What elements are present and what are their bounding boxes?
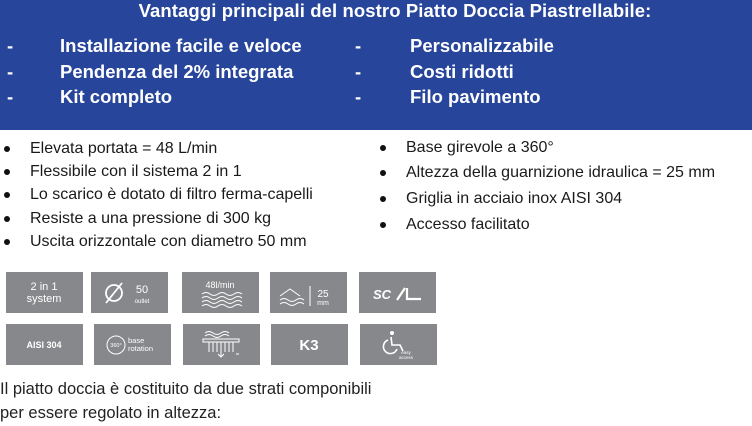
badge-label: 2 in 1 bbox=[30, 281, 58, 293]
bullet-icon bbox=[380, 145, 386, 151]
diameter-icon bbox=[106, 283, 122, 303]
badge-label: 25 bbox=[317, 289, 329, 300]
banner-item-label: Costi ridotti bbox=[410, 61, 514, 82]
badge-label: SC bbox=[373, 287, 392, 302]
banner-item: - Pendenza del 2% integrata bbox=[7, 61, 294, 82]
banner-item-label: Filo pavimento bbox=[410, 86, 541, 107]
bullet-icon bbox=[380, 196, 386, 202]
badge-label: outlet bbox=[134, 299, 150, 305]
badge-label: easy bbox=[401, 350, 411, 355]
banner-item-label: Pendenza del 2% integrata bbox=[60, 61, 294, 82]
brand-mark-icon bbox=[397, 288, 421, 300]
advantages-banner bbox=[0, 0, 752, 130]
badge-label: rotation bbox=[128, 344, 154, 353]
k3-badge bbox=[271, 324, 348, 365]
bullet-icon bbox=[380, 170, 386, 176]
bullet-icon bbox=[380, 222, 386, 228]
hair-filter-badge bbox=[183, 324, 260, 365]
banner-item-label: Kit completo bbox=[60, 86, 173, 107]
brand-logo-badge bbox=[359, 272, 436, 313]
flow-rate-badge bbox=[182, 272, 259, 313]
banner-item-label: Installazione facile e veloce bbox=[60, 35, 302, 56]
banner-item-label: Personalizzabile bbox=[410, 35, 554, 56]
water-seal-icon bbox=[280, 286, 310, 306]
banner-item: - Kit completo bbox=[7, 86, 173, 107]
bullet-icon bbox=[4, 146, 10, 152]
description-line: Il piatto doccia è costituito da due strati componibili bbox=[0, 380, 372, 398]
bullet-icon bbox=[4, 169, 10, 175]
steel-aisi-badge bbox=[6, 324, 83, 365]
description-line: per essere regolato in altezza: bbox=[0, 404, 222, 422]
badge-label: 360° bbox=[110, 343, 122, 349]
banner-item: - Installazione facile e veloce bbox=[7, 35, 302, 56]
outlet-diameter-badge bbox=[91, 272, 168, 313]
seal-height-badge bbox=[270, 272, 347, 313]
badge-label: 48l/min bbox=[205, 280, 235, 290]
drain-filter-icon bbox=[203, 332, 239, 358]
easy-access-badge bbox=[360, 324, 437, 365]
banner-item: - Filo pavimento bbox=[355, 86, 541, 107]
badge-label: K3 bbox=[299, 337, 319, 354]
base-rotation-badge bbox=[94, 324, 171, 365]
banner-item: - Personalizzabile bbox=[355, 35, 554, 56]
badge-label: AISI 304 bbox=[26, 340, 62, 350]
badge-label: 50 bbox=[135, 284, 149, 296]
system-2in1-badge bbox=[6, 272, 83, 313]
bullet-icon bbox=[4, 216, 10, 222]
badge-label: system bbox=[26, 293, 62, 305]
wheelchair-icon bbox=[383, 331, 403, 354]
bullet-icon bbox=[4, 192, 10, 198]
bullet-icon bbox=[4, 239, 10, 245]
banner-item: - Costi ridotti bbox=[355, 61, 514, 82]
badge-label: access bbox=[398, 355, 414, 360]
banner-title: Vantaggi principali del nostro Piatto Doccia Piastrellabile: bbox=[138, 0, 652, 21]
badge-label: base bbox=[128, 336, 145, 345]
water-waves-icon bbox=[202, 293, 242, 308]
badge-label: mm bbox=[317, 300, 329, 307]
